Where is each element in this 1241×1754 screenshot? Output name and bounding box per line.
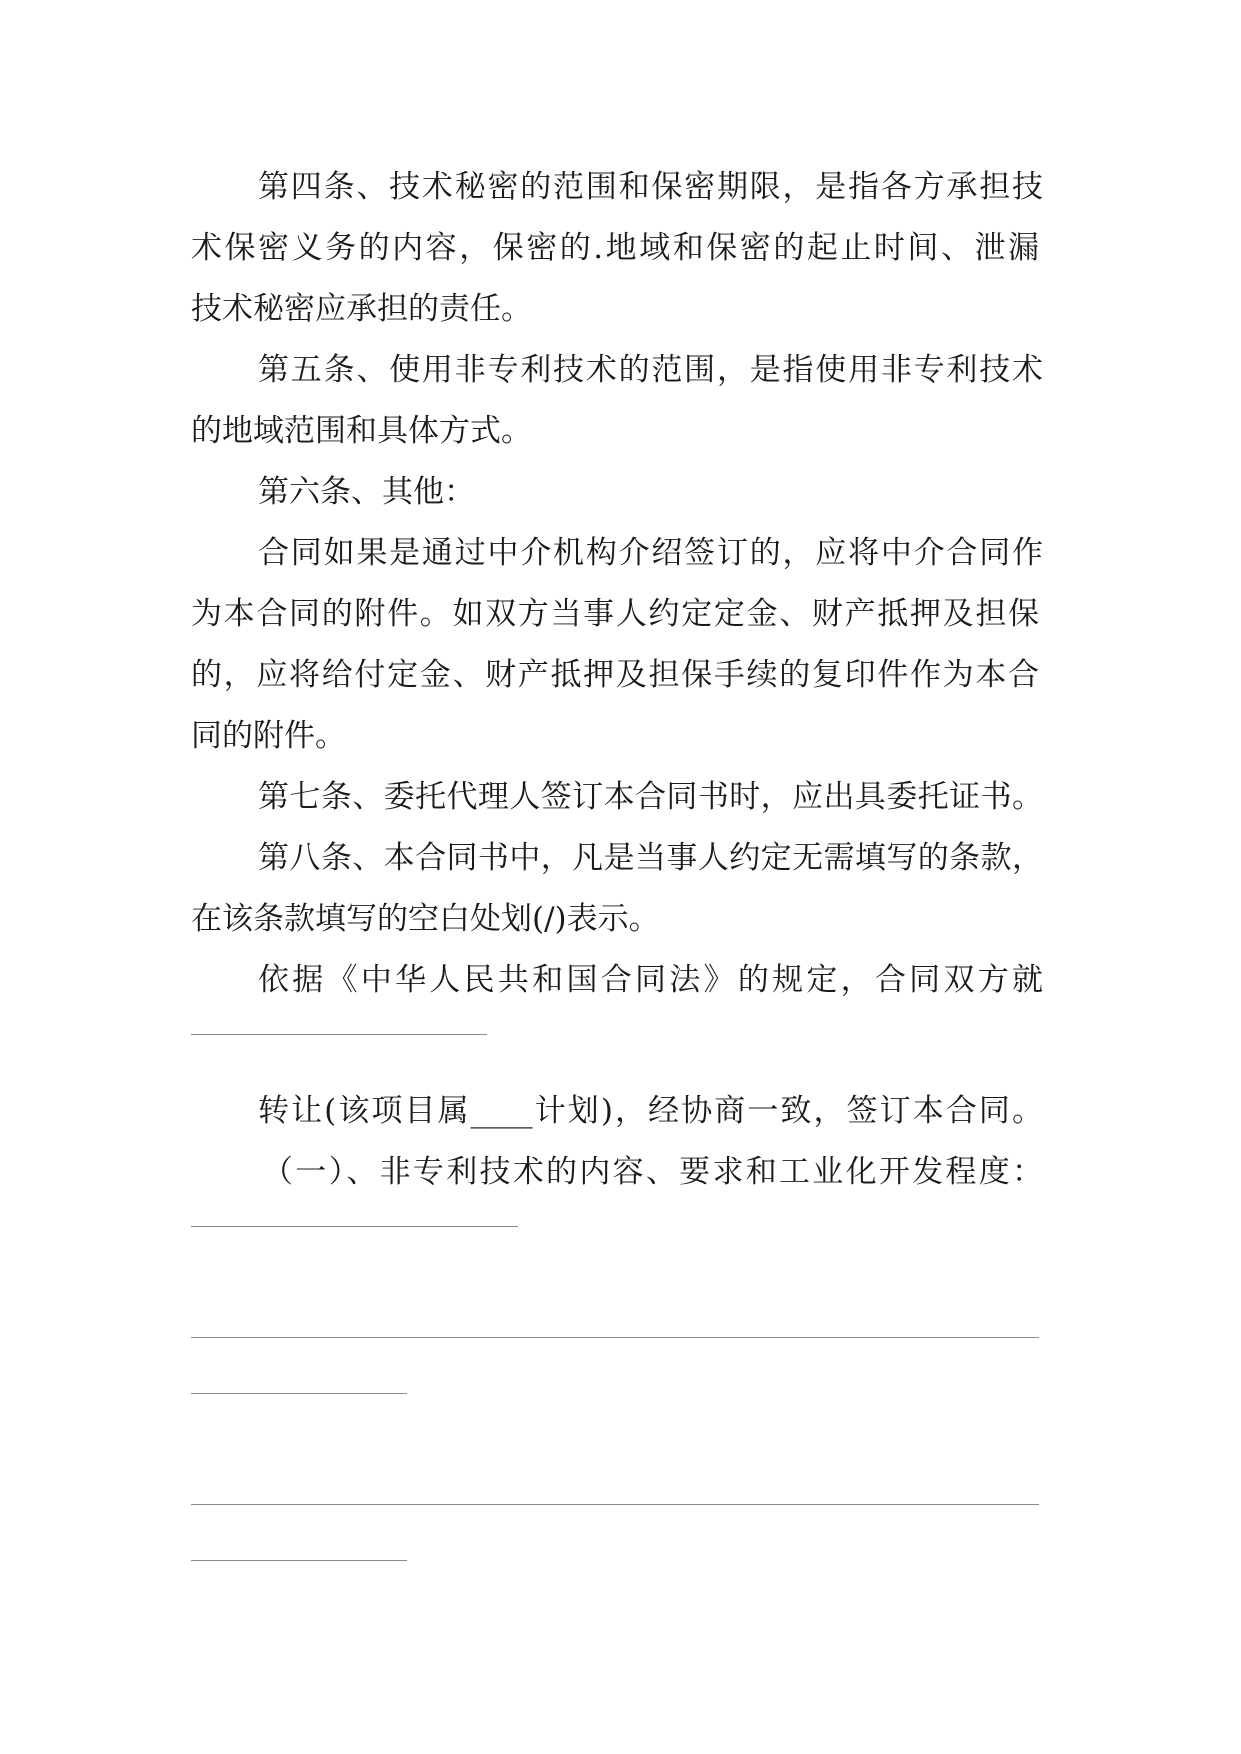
blank-fill-line bbox=[191, 1504, 1039, 1505]
article-6-para-line-1: 合同如果是通过中介机构介绍签订的，应将中介合同作 bbox=[258, 535, 1043, 571]
blank-fill-line bbox=[191, 1034, 487, 1035]
article-7-line: 第七条、委托代理人签订本合同书时，应出具委托证书。 bbox=[258, 779, 1043, 815]
article-4-line-2: 术保密义务的内容，保密的.地域和保密的起止时间、泄漏 bbox=[191, 230, 1039, 266]
blank-fill-line bbox=[191, 1393, 407, 1394]
article-4-line-1: 第四条、技术秘密的范围和保密期限，是指各方承担技 bbox=[258, 169, 1043, 205]
article-6-heading: 第六条、其他： bbox=[258, 474, 475, 510]
blank-fill-line bbox=[191, 1226, 518, 1227]
article-5-line-1: 第五条、使用非专利技术的范围，是指使用非专利技术 bbox=[258, 352, 1043, 388]
article-6-para-line-4: 同的附件。 bbox=[191, 718, 346, 754]
article-4-line-3: 技术秘密应承担的责任。 bbox=[191, 291, 532, 327]
article-5-line-2: 的地域范围和具体方式。 bbox=[191, 413, 532, 449]
article-8-line-1: 第八条、本合同书中，凡是当事人约定无需填写的条款， bbox=[258, 840, 1043, 876]
article-8-line-2: 在该条款填写的空白处划(/)表示。 bbox=[191, 901, 660, 937]
blank-fill-line bbox=[191, 1337, 1039, 1338]
article-6-para-line-3: 的，应将给付定金、财产抵押及担保手续的复印件作为本合 bbox=[191, 657, 1039, 693]
basis-line: 依据《中华人民共和国合同法》的规定，合同双方就 bbox=[258, 962, 1043, 998]
article-6-para-line-2: 为本合同的附件。如双方当事人约定定金、财产抵押及担保 bbox=[191, 596, 1039, 632]
section-1-heading: （一）、非专利技术的内容、要求和工业化开发程度： bbox=[262, 1154, 1043, 1190]
transfer-line: 转让(该项目属____计划)，经协商一致，签订本合同。 bbox=[258, 1093, 1043, 1129]
blank-fill-line bbox=[191, 1560, 407, 1561]
